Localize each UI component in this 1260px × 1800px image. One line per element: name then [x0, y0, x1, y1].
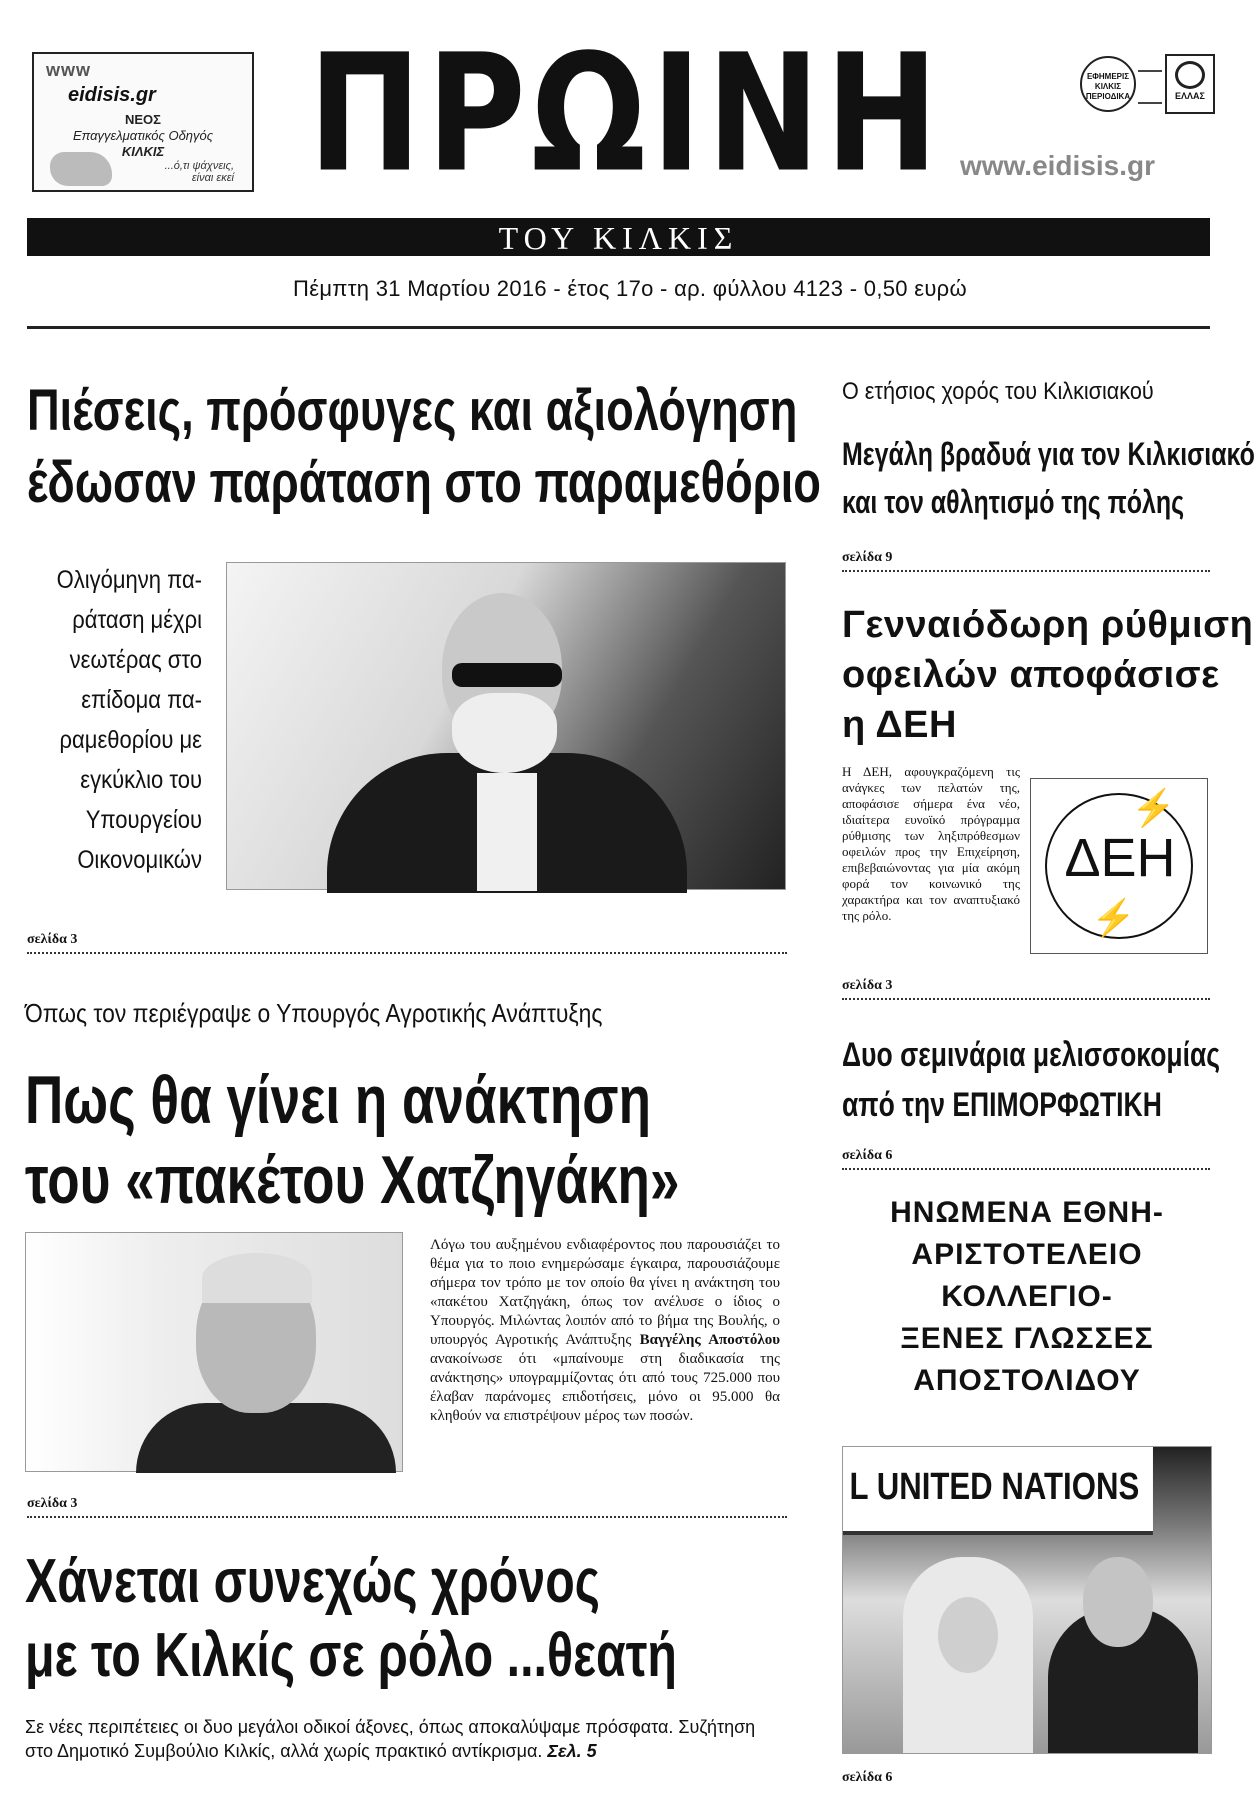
ad-www: www [46, 60, 92, 80]
college-advert[interactable]: ΗΝΩΜΕΝΑ ΕΘΝΗ- ΑΡΙΣΤΟΤΕΛΕΙΟ ΚΟΛΛΕΓΙΟ- ΞΕΝΕΣ ΓΛΩΣΣΕΣ ΑΠΟΣΤΟΛΙΔΟΥ [890, 1196, 1164, 1397]
story2-photo [25, 1232, 403, 1472]
right2-headline[interactable]: Γενναιόδωρη ρύθμιση οφειλών αποφάσισε η ΔΕΗ [842, 604, 1254, 746]
lightning-icon: ⚡ [1091, 897, 1136, 938]
story3-body: Σε νέες περιπέτειες οι δυο μεγάλοι οδικοί άξονες, όπως αποκαλύψαμε πρόσφατα. Συζήτηση στο Δημοτικό Συμβούλιο Κιλκίς, αλλά χωρίς πρακτικό αντίκρισμα. Σελ. 5 [25, 1717, 756, 1761]
right3-page-ref[interactable]: σελίδα 6 [842, 1148, 893, 1163]
lead-headline-line2: έδωσαν παράταση στο παραμεθόριο [27, 450, 821, 515]
lead-headline[interactable] [27, 375, 821, 519]
stamp-country: ΕΛΛΑΣ [1175, 91, 1205, 101]
right3-headline[interactable]: Δυο σεμινάρια μελισσοκομίας από την ΕΠΙΜΟΡΦΩΤΙΚΗ [842, 1036, 1221, 1124]
postal-stamp-icon: ΕΦΗΜΕΡΙΣ ΚΙΛΚΙΣ ΠΕΡΙΟΔΙΚΑ [1080, 56, 1136, 112]
divider [842, 570, 1210, 572]
post-horn-icon [1165, 54, 1215, 114]
divider [842, 998, 1210, 1000]
masthead-divider [27, 326, 1210, 329]
story3-headline[interactable]: Χάνεται συνεχώς χρόνος με το Κιλκίς σε ρόλο ...θεατή [25, 1547, 677, 1690]
lead-lede: Ολιγόμηνη πα- ράταση μέχρι νεωτέρας στο επίδομα πα- ραμεθορίου με εγκύκλιο του Υπουργείου Οικονομικών [56, 566, 203, 874]
photo-banner-text: L UNITED NATIONS [843, 1447, 1153, 1535]
lightning-icon: ⚡ [1131, 787, 1176, 828]
ad-note: ...ό,τι ψάχνεις, είναι εκεί [164, 160, 234, 184]
divider [27, 1516, 787, 1518]
ad-line3: ΚΙΛΚΙΣ [121, 144, 165, 159]
right1-headline[interactable]: Μεγάλη βραδυά για τον Κιλκισιακό και τον αθλητισμό της πόλης [842, 436, 1255, 520]
story2-kicker: Όπως τον περιέγραψε ο Υπουργός Αγροτικής Ανάπτυξης [25, 998, 603, 1028]
story3-page-ref[interactable]: Σελ. 5 [547, 1741, 597, 1761]
ad-url: eidisis.gr [68, 84, 156, 106]
right1-kicker: Ο ετήσιος χορός του Κιλκισιακού [842, 378, 1154, 405]
lead-photo [226, 562, 786, 890]
ad-line2: Επαγγελματικός Οδηγός [72, 128, 214, 143]
college-photo [842, 1446, 1212, 1754]
issue-dateline: Πέμπτη 31 Μαρτίου 2016 - έτος 17ο - αρ. φύλλου 4123 - 0,50 ευρώ [293, 276, 967, 301]
story2-page-ref[interactable]: σελίδα 3 [27, 1496, 78, 1511]
lead-page-ref[interactable]: σελίδα 3 [27, 932, 78, 947]
right2-page-ref[interactable]: σελίδα 3 [842, 978, 893, 993]
right4-page-ref[interactable]: σελίδα 6 [842, 1770, 893, 1785]
advert-box-eidisis[interactable] [32, 52, 254, 192]
newspaper-title: ΠΡΩΙΝΗ [308, 20, 944, 209]
deh-logo [1030, 778, 1208, 954]
deh-logo-text: ΔΕΗ [1064, 828, 1176, 888]
story2-body: Λόγω του αυξημένου ενδιαφέροντος που παρουσιάζει το θέμα για το ποιο ενημερώσαμε έγκαιρα, παρουσιάζουμε σήμερα τον τρόπο με τον οποίο θα γίνει η ανάκτηση του «πακέτου Χατζηγάκη, όπως τον ανέλυσε ο ίδιος ο Υπουργός. Μιλώντας λοιπόν από το βήμα της Βουλής, ο υπουργός Αγροτικής Ανάπτυξης Βαγγέλης Αποστόλου ανακοίνωσε ότι «μπαίνουμε στη διαδικασία της ανάκτησης» υπογραμμίζοντας ότι από τους 725.000 που έλαβαν παράνομες επιδοτήσεις, μόνο οι 95.000 θα κληθούν να επιστρέψουν μέρος των ποσών. [430, 1237, 780, 1424]
right1-page-ref[interactable]: σελίδα 9 [842, 550, 893, 565]
postmark-lines-icon [1138, 70, 1162, 104]
subtitle-band: ΤΟΥ ΚΙΛΚΙΣ [27, 218, 1210, 256]
hand-icon [50, 152, 112, 186]
divider [842, 1168, 1210, 1170]
story2-headline[interactable]: Πως θα γίνει η ανάκτηση του «πακέτου Χατζηγάκη» [25, 1062, 680, 1218]
site-url[interactable]: www.eidisis.gr [960, 150, 1156, 181]
divider [27, 952, 787, 954]
lead-headline-line1: Πιέσεις, πρόσφυγες και αξιολόγηση [27, 378, 798, 443]
right2-body: Η ΔΕΗ, αφουγκραζόμενη τις ανάγκες των πελατών της, αποφάσισε σήμερα ένα νέο, ιδιαίτερα ευνοϊκό πρόγραμμα ρύθμισης των ληξιπρόθεσμων οφειλών προς την Επιχείρηση, επιβεβαιώνοντας για μία ακόμη φορά τον κοινωνικό της χαρακτήρα και τον αναπτυξιακό της ρόλο. [842, 764, 1020, 923]
ad-line1: ΝΕΟΣ [125, 112, 161, 127]
